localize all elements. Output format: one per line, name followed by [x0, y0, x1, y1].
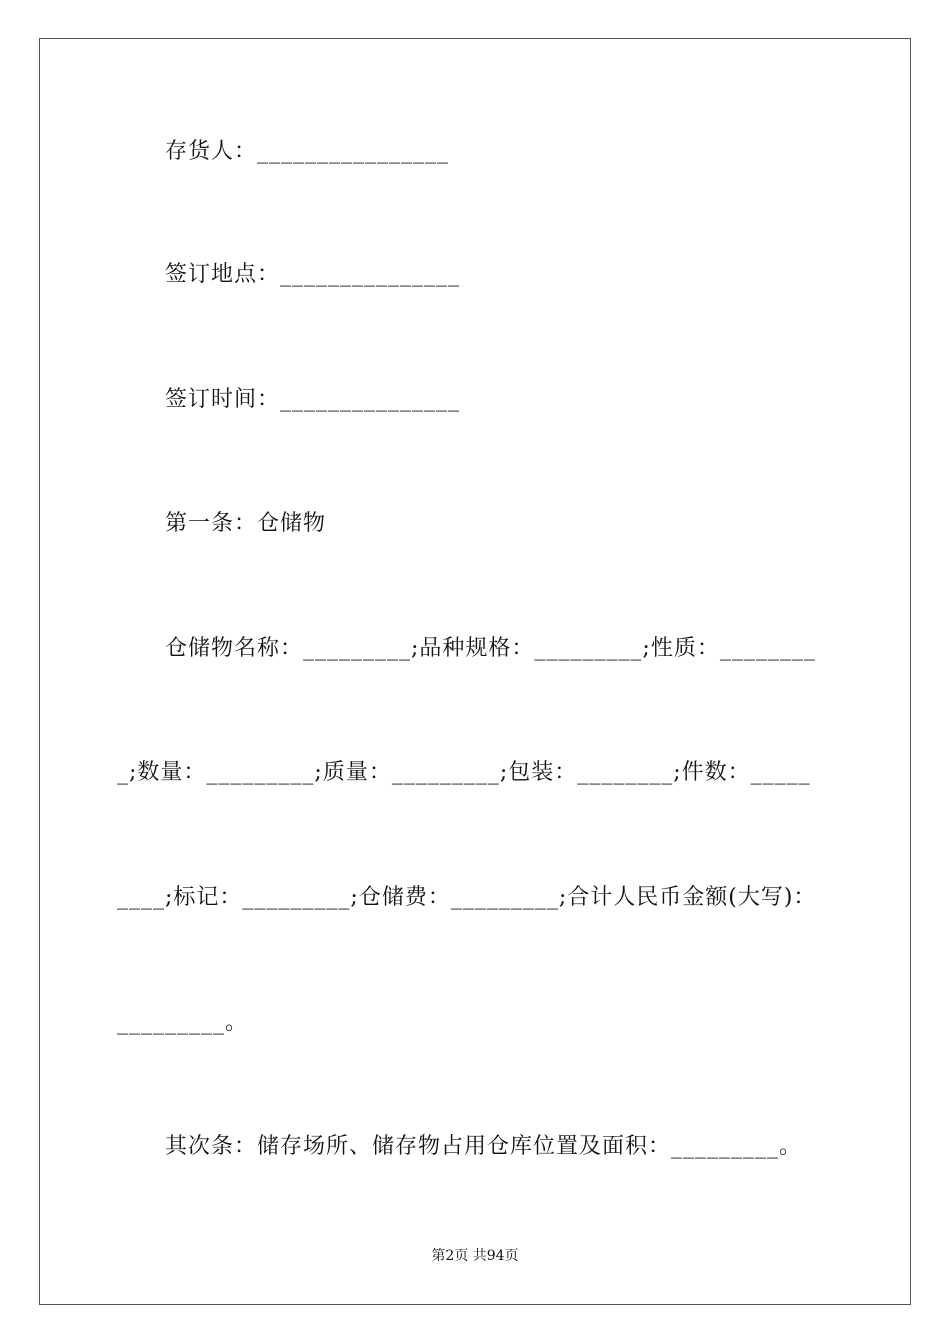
goods-detail-line-3: ____;标记：_________;仓储费：_________;合计人民币金额(大写)：	[117, 885, 817, 910]
signing-time-line: 签订时间：_______________	[165, 387, 461, 412]
goods-detail-line-4: _________。	[117, 1010, 249, 1035]
page-footer: 第2页 共94页	[431, 1248, 519, 1264]
article-two-line: 其次条：储存场所、储存物占用仓库位置及面积：_________。	[165, 1134, 803, 1159]
article-one-heading: 第一条：仓储物	[165, 511, 327, 536]
page-border	[39, 38, 911, 1305]
depositor-line: 存货人：________________	[165, 139, 450, 164]
signing-place-line: 签订地点：_______________	[165, 262, 461, 287]
goods-detail-line-1: 仓储物名称：_________;品种规格：_________;性质：________	[165, 636, 816, 661]
goods-detail-line-2: _;数量：_________;质量：_________;包装：________;件数：_____	[117, 760, 811, 785]
